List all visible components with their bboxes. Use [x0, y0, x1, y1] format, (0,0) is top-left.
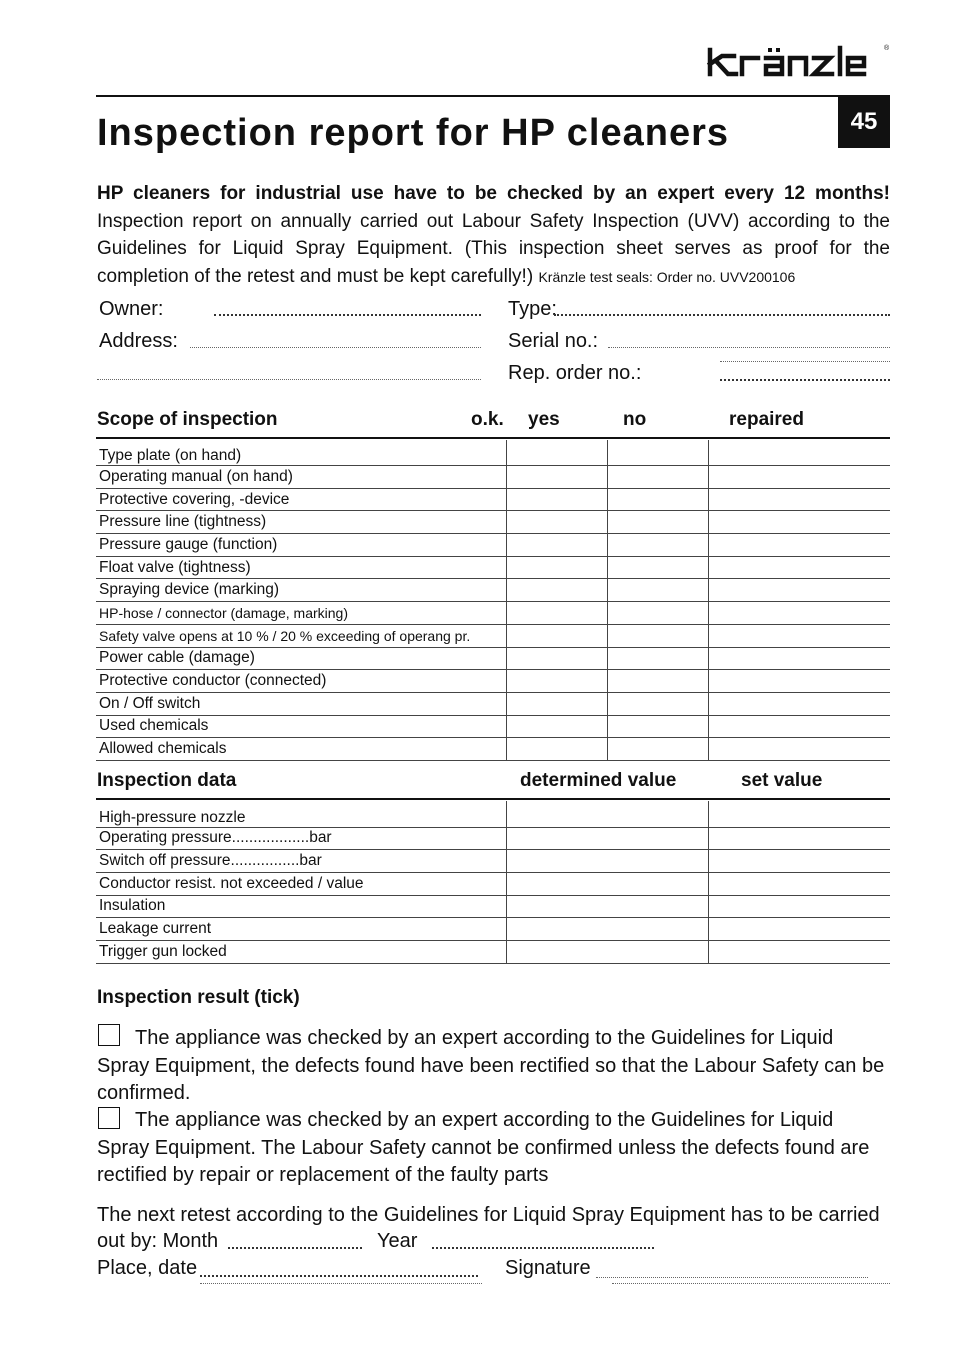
- scope-cell-no[interactable]: [607, 624, 708, 647]
- scope-cell-ok[interactable]: [506, 579, 607, 602]
- scope-cell-repaired[interactable]: [708, 715, 890, 738]
- scope-row: [96, 624, 890, 647]
- page-number: 45: [838, 96, 890, 148]
- scope-cell-ok[interactable]: [506, 715, 607, 738]
- col-repaired: repaired: [729, 409, 804, 430]
- scope-cell-repaired[interactable]: [708, 488, 890, 511]
- scope-item-label: On / Off switch: [96, 692, 506, 715]
- data-cell-set[interactable]: [708, 940, 890, 963]
- data-cell-set[interactable]: [708, 827, 890, 850]
- scope-row: [96, 440, 890, 466]
- scope-cell-ok[interactable]: [506, 488, 607, 511]
- place-date-label: Place, date: [97, 1257, 198, 1279]
- header-rule: [96, 95, 890, 97]
- scope-cell-no[interactable]: [607, 715, 708, 738]
- scope-row: [96, 556, 890, 579]
- col-yes: yes: [528, 409, 560, 430]
- brand-text: kränzle: [706, 42, 710, 43]
- scope-cell-no[interactable]: [607, 670, 708, 693]
- owner-label: Owner:: [99, 298, 164, 320]
- scope-cell-no[interactable]: [607, 534, 708, 557]
- type-label: Type:: [508, 298, 557, 320]
- scope-cell-repaired[interactable]: [708, 466, 890, 489]
- scope-cell-ok[interactable]: [506, 624, 607, 647]
- scope-cell-repaired[interactable]: [708, 579, 890, 602]
- scope-row: [96, 579, 890, 602]
- data-cell-determined[interactable]: [506, 918, 708, 941]
- year-field[interactable]: [432, 1247, 654, 1249]
- scope-row: [96, 602, 890, 625]
- col-ok: o.k.: [471, 409, 504, 430]
- result-option2-text: The appliance was checked by an expert according to the Guidelines for Liquid Spray Equipment. The Labour Safety cannot be confirmed unless the defects found are rectified by repair or replacement of the faulty parts: [97, 1109, 870, 1186]
- scope-cell-repaired[interactable]: [708, 511, 890, 534]
- scope-cell-no[interactable]: [607, 511, 708, 534]
- scope-row: [96, 647, 890, 670]
- place-date-field-2[interactable]: [200, 1283, 482, 1284]
- scope-row: [96, 534, 890, 557]
- data-cell-determined[interactable]: [506, 850, 708, 873]
- intro-text: Inspection report on annually carried out Labour Safety Inspection (UVV) according to the Guidelines for Liquid Spray Equipment. (This inspection sheet serves as proof for the completion of the retest and must be kept carefully!): [97, 210, 890, 287]
- data-row: [96, 827, 890, 850]
- scope-cell-repaired[interactable]: [708, 647, 890, 670]
- scope-item-label: Spraying device (marking): [96, 579, 506, 602]
- data-item-label: Operating pressure..................bar: [96, 827, 506, 850]
- scope-item-label: Used chemicals: [96, 715, 506, 738]
- result-heading: Inspection result (tick): [97, 987, 300, 1008]
- scope-cell-ok[interactable]: [506, 738, 607, 761]
- signature-field[interactable]: [596, 1277, 868, 1278]
- data-cell-determined[interactable]: [506, 940, 708, 963]
- col-determined: determined value: [520, 770, 677, 791]
- scope-row: [96, 738, 890, 761]
- scope-cell-ok[interactable]: [506, 556, 607, 579]
- data-item-label: Insulation: [96, 895, 506, 918]
- place-date-field[interactable]: [200, 1275, 478, 1277]
- scope-cell-ok[interactable]: [506, 670, 607, 693]
- scope-cell-no[interactable]: [607, 488, 708, 511]
- scope-cell-repaired[interactable]: [708, 534, 890, 557]
- serial-label: Serial no.:: [508, 330, 599, 352]
- scope-item-label: Safety valve opens at 10 % / 20 % exceeding of operang pr.: [96, 624, 506, 647]
- scope-cell-repaired[interactable]: [708, 670, 890, 693]
- signature-label: Signature: [505, 1257, 591, 1279]
- data-row: [96, 801, 890, 827]
- scope-cell-no[interactable]: [607, 466, 708, 489]
- scope-item-label: Pressure gauge (function): [96, 534, 506, 557]
- data-item-label: Trigger gun locked: [96, 940, 506, 963]
- data-row: [96, 940, 890, 963]
- scope-cell-no[interactable]: [607, 692, 708, 715]
- data-cell-set[interactable]: [708, 850, 890, 873]
- kranzle-logo: [706, 42, 892, 78]
- year-label: Year: [377, 1230, 418, 1252]
- svg-text:®: ®: [884, 45, 890, 52]
- scope-cell-repaired[interactable]: [708, 556, 890, 579]
- result-option1-text: The appliance was checked by an expert according to the Guidelines for Liquid Spray Equipment, the defects found have been rectified so that the Labour Safety can be confirmed.: [97, 1027, 885, 1104]
- data-rule: [96, 798, 890, 800]
- scope-cell-repaired[interactable]: [708, 440, 890, 466]
- rep-order-field[interactable]: [720, 379, 890, 381]
- data-cell-set[interactable]: [708, 918, 890, 941]
- data-table: [96, 801, 890, 964]
- scope-item-label: HP-hose / connector (damage, marking): [96, 602, 506, 625]
- scope-row: [96, 692, 890, 715]
- inspection-data-heading: Inspection data: [97, 770, 237, 791]
- data-cell-determined[interactable]: [506, 895, 708, 918]
- scope-item-label: Protective conductor (connected): [96, 670, 506, 693]
- address-field-2[interactable]: [97, 379, 481, 380]
- month-field[interactable]: [228, 1247, 362, 1249]
- scope-row: [96, 511, 890, 534]
- address-field[interactable]: [190, 347, 481, 348]
- owner-field[interactable]: [214, 314, 481, 316]
- scope-heading: Scope of inspection: [97, 409, 278, 430]
- scope-cell-no[interactable]: [607, 440, 708, 466]
- type-field[interactable]: [554, 314, 890, 316]
- rep-order-label: Rep. order no.:: [508, 362, 642, 384]
- scope-cell-ok[interactable]: [506, 511, 607, 534]
- data-row: [96, 850, 890, 873]
- intro-paragraph: [97, 180, 890, 291]
- data-row: [96, 918, 890, 941]
- scope-cell-repaired[interactable]: [708, 602, 890, 625]
- scope-item-label: Float valve (tightness): [96, 556, 506, 579]
- data-cell-determined[interactable]: [506, 801, 708, 827]
- scope-cell-no[interactable]: [607, 738, 708, 761]
- scope-item-label: Allowed chemicals: [96, 738, 506, 761]
- scope-cell-ok[interactable]: [506, 440, 607, 466]
- address-label: Address:: [99, 330, 178, 352]
- data-row: [96, 895, 890, 918]
- scope-cell-no[interactable]: [607, 647, 708, 670]
- retest-text: The next retest according to the Guidelines for Liquid Spray Equipment has to be carried: [97, 1204, 880, 1226]
- serial-field-2[interactable]: [720, 361, 890, 362]
- page-title: Inspection report for HP cleaners: [97, 112, 730, 154]
- data-item-label: Conductor resist. not exceeded / value: [96, 872, 506, 895]
- scope-cell-repaired[interactable]: [708, 738, 890, 761]
- data-cell-set[interactable]: [708, 895, 890, 918]
- scope-cell-ok[interactable]: [506, 647, 607, 670]
- month-label: out by: Month: [97, 1230, 219, 1252]
- data-row: [96, 872, 890, 895]
- scope-item-label: Operating manual (on hand): [96, 466, 506, 489]
- scope-row: [96, 466, 890, 489]
- data-item-label: Switch off pressure................bar: [96, 850, 506, 873]
- scope-cell-no[interactable]: [607, 579, 708, 602]
- scope-table: [96, 440, 890, 761]
- data-cell-set[interactable]: [708, 801, 890, 827]
- col-set: set value: [741, 770, 823, 791]
- scope-row: [96, 670, 890, 693]
- scope-cell-no[interactable]: [607, 556, 708, 579]
- scope-item-label: Pressure line (tightness): [96, 511, 506, 534]
- intro-bold: HP cleaners for industrial use have to be checked by an expert every 12 months!: [97, 183, 890, 204]
- scope-cell-no[interactable]: [607, 602, 708, 625]
- signature-field-2[interactable]: [612, 1283, 890, 1284]
- data-cell-set[interactable]: [708, 872, 890, 895]
- scope-row: [96, 488, 890, 511]
- data-item-label: High-pressure nozzle: [96, 801, 506, 827]
- serial-field[interactable]: [608, 347, 890, 348]
- data-cell-determined[interactable]: [506, 872, 708, 895]
- scope-item-label: Type plate (on hand): [96, 440, 506, 466]
- scope-row: [96, 715, 890, 738]
- scope-cell-repaired[interactable]: [708, 624, 890, 647]
- scope-cell-repaired[interactable]: [708, 692, 890, 715]
- scope-cell-ok[interactable]: [506, 534, 607, 557]
- scope-cell-ok[interactable]: [506, 692, 607, 715]
- scope-cell-ok[interactable]: [506, 466, 607, 489]
- scope-item-label: Power cable (damage): [96, 647, 506, 670]
- scope-rule: [96, 437, 890, 439]
- data-cell-determined[interactable]: [506, 827, 708, 850]
- intro-small: Kränzle test seals: Order no. UVV200106: [538, 268, 796, 285]
- col-no: no: [623, 409, 647, 430]
- scope-item-label: Protective covering, -device: [96, 488, 506, 511]
- data-item-label: Leakage current: [96, 918, 506, 941]
- scope-cell-ok[interactable]: [506, 602, 607, 625]
